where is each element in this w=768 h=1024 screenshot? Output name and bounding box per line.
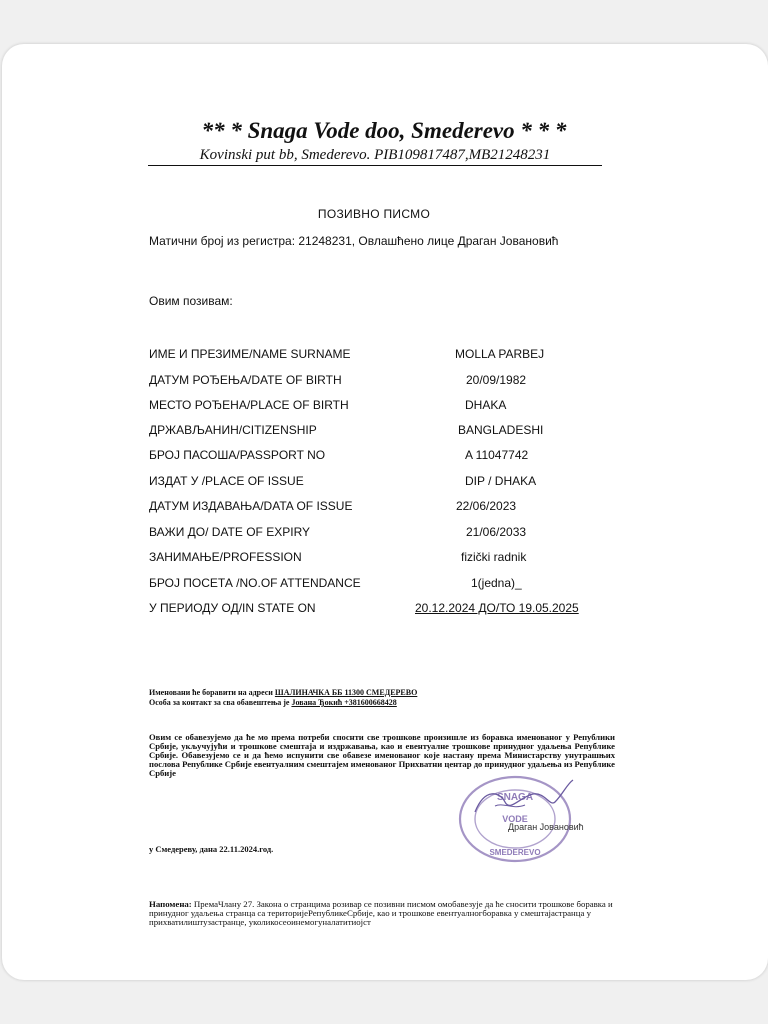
footnote-label: Напомена: bbox=[149, 899, 192, 909]
residence-label: Именовани ће боравити на адреси bbox=[149, 688, 275, 697]
field-label-name: ИМЕ И ПРЕЗИМЕ/NAME SURNAME bbox=[149, 347, 351, 361]
residence-line bbox=[149, 688, 417, 697]
field-label-citizenship: ДРЖАВЉАНИН/CITIZENSHIP bbox=[149, 423, 317, 437]
field-value-name: MOLLA PARBEJ bbox=[455, 347, 545, 361]
field-value-period: 20.12.2024 ДО/ТО 19.05.2025 bbox=[415, 601, 579, 615]
field-value-expiry: 21/06/2033 bbox=[466, 525, 527, 539]
contact-value: Јована Ђокић +381600668428 bbox=[291, 698, 397, 707]
letter-title: ПОЗИВНО ПИСМО bbox=[317, 207, 431, 221]
field-value-profession: fizički radnik bbox=[461, 550, 527, 564]
field-value-citizenship: BANGLADESHI bbox=[458, 423, 544, 437]
obligation-paragraph: Овим се обавезујемо да ће мо према потреби споснти све трошкове произишле из боравка именованог у Републики Србије, укључујући и трошкове смештаја и издржавања, као и евентуалне трошкове принудног удаљења Републике Србије. Обавезујемо се и да ћемо испунити све обавезе именованог које настану према Министарству унутрашњих послова Републике Србије евентуалним смештајем именованог Прихватни центар до принудног удаљења из Републике Србије bbox=[149, 732, 615, 778]
place-date: у Смедереву, дана 22.11.2024.год. bbox=[149, 844, 274, 854]
contact-label: Особа за контакт за сва обавештења је bbox=[149, 698, 292, 707]
field-label-passport: БРОЈ ПАСОША/PASSPORT NO bbox=[149, 448, 326, 462]
company-name: ** * Snaga Vode doo, Smederevo * * * bbox=[201, 118, 567, 143]
stamp-middle-text: VODE bbox=[502, 814, 528, 824]
field-value-passport: A 11047742 bbox=[465, 448, 529, 462]
field-label-period: У ПЕРИОДУ ОД/IN STATE ON bbox=[149, 601, 316, 615]
intro-text: Овим позивам: bbox=[149, 294, 233, 308]
stamp-bottom-text: SMEDEREVO bbox=[489, 848, 541, 857]
field-label-dob: ДАТУМ РОЂЕЊА/DATE OF BIRTH bbox=[149, 373, 342, 387]
field-label-pob: МЕСТО РОЂЕНА/PLACE OF BIRTH bbox=[149, 398, 349, 412]
footnote-text: ПремаЧлану 27. Закона о странцима розивар се позивни писмом омобавезује да ће сносити трошкове боравка и принудног удаљења странца са територијеРепубликеСрбије, као и трошкове евентуалногборавка у смештајастранца у прихватилиштузастранце, уколикосеоинемогуналатитиојст bbox=[149, 899, 613, 927]
document-page bbox=[2, 44, 768, 980]
field-label-date-of-issue: ДАТУМ ИЗДАВАЊА/DATA OF ISSUE bbox=[149, 499, 353, 513]
field-label-place-of-issue: ИЗДАТ У /PLACE OF ISSUE bbox=[149, 474, 304, 488]
field-value-date-of-issue: 22/06/2023 bbox=[456, 499, 517, 513]
signer-name: Драган Јовановић bbox=[508, 822, 584, 832]
field-label-attendance: БРОЈ ПОСЕТА /NO.OF ATTENDANCE bbox=[149, 576, 361, 590]
field-value-dob: 20/09/1982 bbox=[466, 373, 527, 387]
registry-line: Матични број из регистра: 21248231, Овлашћено лице Драган Јовановић bbox=[149, 234, 559, 248]
field-label-expiry: ВАЖИ ДО/ DATE OF EXPIRY bbox=[149, 525, 311, 539]
field-label-profession: ЗАНИМАЊЕ/PROFESSION bbox=[149, 550, 302, 564]
footnote bbox=[149, 900, 619, 927]
field-value-place-of-issue: DIP / DHAKA bbox=[465, 474, 537, 488]
contact-line bbox=[149, 698, 397, 707]
stamp-top-text: SNAGA bbox=[496, 792, 534, 803]
field-value-attendance: 1(jedna)_ bbox=[471, 576, 522, 590]
residence-address: ШАЛИНАЧКА ББ 11300 СМЕДЕРЕВО bbox=[274, 688, 418, 697]
company-address: Kovinski put bb, Smederevo. PIB109817487,MB21248231 bbox=[148, 147, 602, 166]
field-value-pob: DHAKA bbox=[465, 398, 507, 412]
